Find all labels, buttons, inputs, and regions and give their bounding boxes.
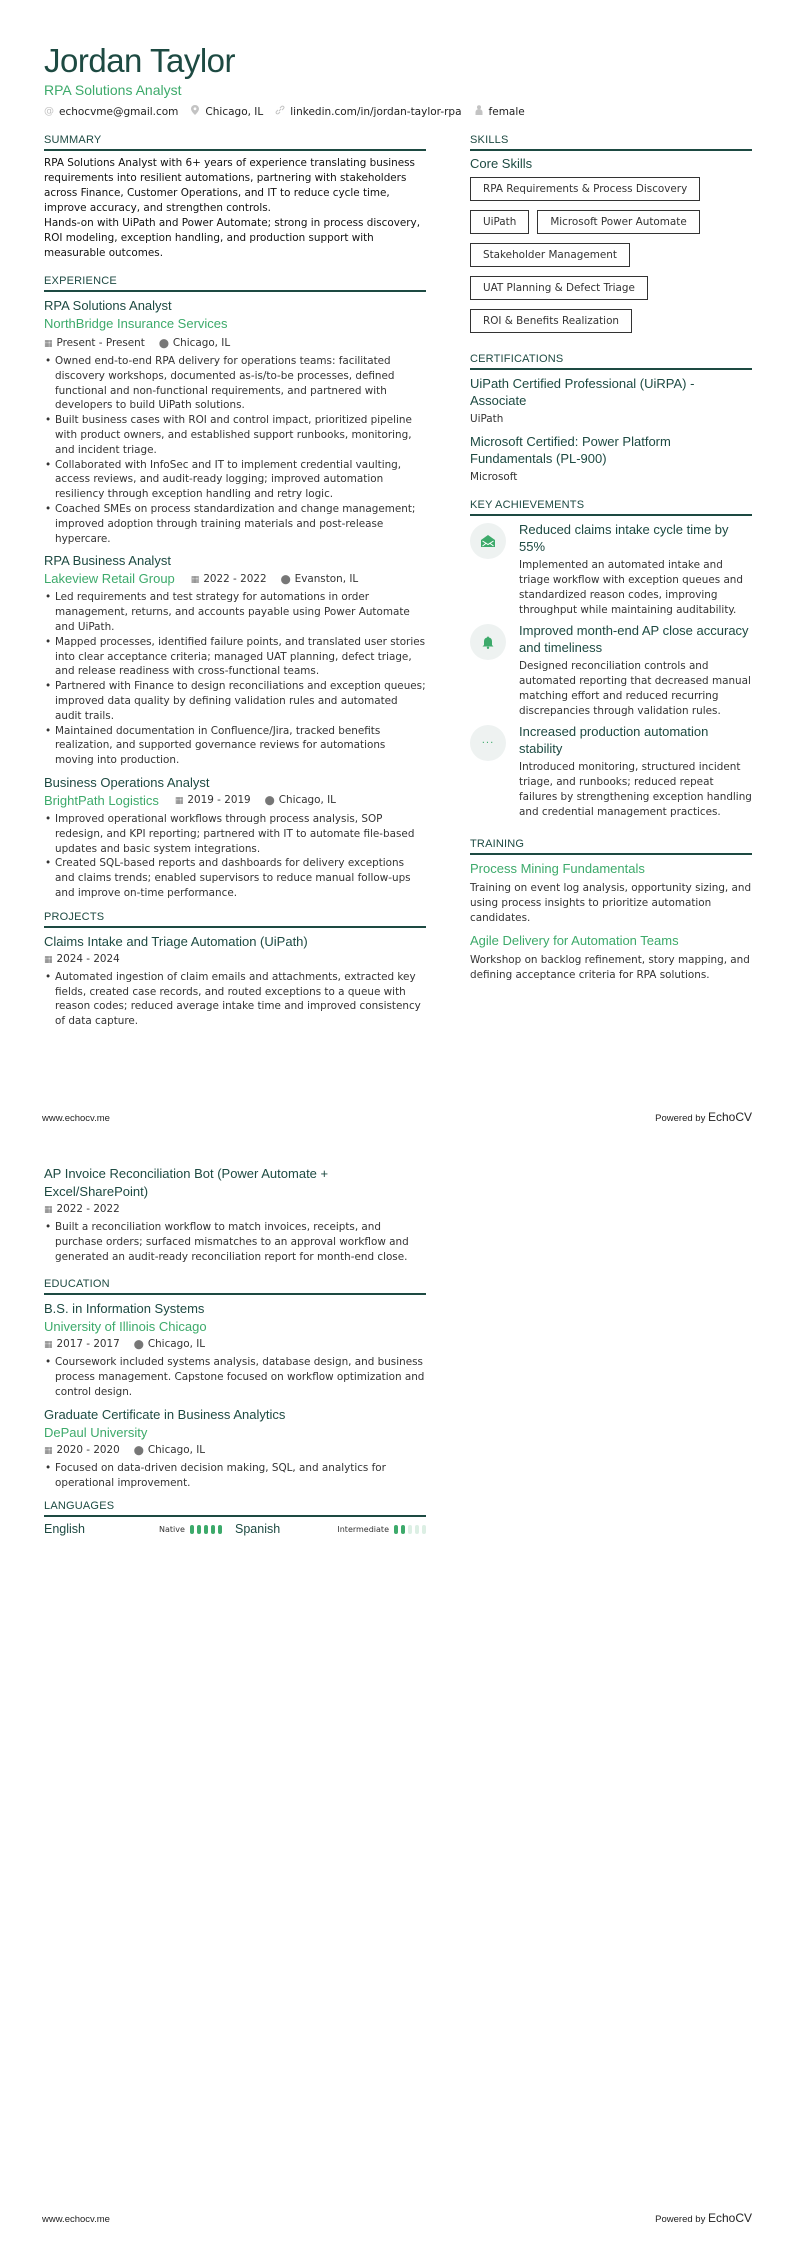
cert-issuer: UiPath — [470, 413, 504, 425]
training-section — [470, 838, 752, 983]
achievement-desc: Designed reconciliation controls and automated reporting that decreased manual matching effort and reduced recurring discrepancies through validation rules. — [519, 660, 751, 717]
job-location: Evanston, IL — [294, 572, 359, 585]
summary-paragraph: Hands-on with UiPath and Power Automate; strong in process discovery, ROI modeling, exception handling, and production support with measurable outcomes. — [44, 217, 420, 259]
at-icon: @ — [44, 106, 54, 117]
linkedin-text: linkedin.com/in/jordan-taylor-rpa — [290, 105, 462, 118]
section-heading: KEY ACHIEVEMENTS — [470, 499, 752, 516]
location-pin-icon: ⬤ — [264, 796, 275, 807]
contact-list — [44, 105, 525, 118]
skill-chip: RPA Requirements & Process Discovery — [470, 177, 700, 201]
bullet-item: • Focused on data-driven decision making, SQL, and analytics for operational improvement. — [44, 1461, 426, 1491]
training-name: Process Mining Fundamentals — [470, 861, 645, 876]
footer-powered-by — [655, 1110, 752, 1124]
summary-section — [44, 134, 426, 261]
education-location: Chicago, IL — [147, 1443, 206, 1456]
bullet-item: • Built a reconciliation workflow to match invoices, receipts, and purchase orders; surfaced mismatches to an approval workflow and generated an audit-ready reconciliation report for month-end close. — [44, 1220, 426, 1264]
achievement-desc: Introduced monitoring, structured incident triage, and runbooks; reduced repeat failures by strengthening exception handling and credential management practices. — [519, 761, 752, 818]
job-bullets — [44, 812, 426, 901]
powered-prefix: Powered by — [655, 2214, 706, 2225]
experience-entry — [44, 552, 426, 768]
calendar-icon: ▦ — [44, 954, 53, 965]
skill-chip: Microsoft Power Automate — [537, 210, 699, 234]
education-entry — [44, 1406, 426, 1491]
projects-section — [44, 911, 426, 1029]
ellipsis-icon: ··· — [470, 725, 506, 761]
cert-issuer: Microsoft — [470, 471, 518, 483]
contact-gender — [474, 105, 525, 118]
education-entry — [44, 1300, 426, 1399]
job-location: Chicago, IL — [278, 794, 336, 807]
project-bullets — [44, 970, 426, 1029]
bullet-item: • Coursework included systems analysis, database design, and business process management. Capstone focused on workflow optimization and control design. — [44, 1355, 426, 1399]
section-heading: EXPERIENCE — [44, 275, 426, 292]
achievement-title: Improved month-end AP close accuracy and timeliness — [519, 623, 749, 655]
certifications-section — [470, 353, 752, 485]
page-footer — [42, 2211, 752, 2225]
link-icon — [275, 105, 285, 118]
job-dates: 2022 - 2022 — [203, 572, 267, 585]
bullet-item: • Mapped processes, identified failure points, and translated user stories into clear acceptance criteria; managed UAT planning, defect triage, and release readiness with cross-functional teams. — [44, 635, 426, 679]
calendar-icon: ▦ — [44, 1205, 53, 1215]
section-heading: PROJECTS — [44, 911, 426, 928]
languages-section — [44, 1500, 426, 1536]
achievement-desc: Implemented an automated intake and triage workflow with exception queues and standardized reason codes, improving throughput while maintaining auditability. — [519, 559, 743, 616]
education-meta — [44, 1336, 426, 1353]
gender-text: female — [488, 105, 525, 118]
project-dates: 2024 - 2024 — [56, 952, 120, 965]
achievement-title: Reduced claims intake cycle time by 55% — [519, 522, 729, 554]
skill-chip: ROI & Benefits Realization — [470, 309, 632, 333]
section-heading: SKILLS — [470, 134, 752, 151]
job-location: Chicago, IL — [172, 337, 231, 349]
brand-name: EchoCV — [707, 2211, 752, 2225]
bullet-item: • Partnered with Finance to design reconciliations and exception queues; improved data quality by defining validation rules and automated audit trails. — [44, 679, 426, 723]
training-desc: Training on event log analysis, opportunity sizing, and using process insights to prioritize automation candidates. — [470, 882, 752, 924]
contact-linkedin[interactable] — [275, 105, 461, 118]
brand-name: EchoCV — [707, 1110, 752, 1124]
job-bullets — [44, 590, 426, 768]
language-level: Intermediate — [337, 1524, 389, 1534]
job-company-meta — [44, 570, 426, 588]
job-dates: Present - Present — [56, 337, 145, 349]
person-icon — [474, 105, 484, 118]
location-text: Chicago, IL — [205, 105, 264, 118]
resume-page-2 — [0, 1123, 794, 2246]
achievements-section — [470, 499, 752, 820]
training-name: Agile Delivery for Automation Teams — [470, 933, 679, 948]
location-pin-icon — [190, 105, 200, 118]
job-title: RPA Business Analyst — [44, 553, 171, 569]
job-meta — [44, 335, 426, 352]
achievement-item — [470, 622, 752, 719]
skills-section — [470, 134, 752, 333]
section-heading: EDUCATION — [44, 1278, 426, 1295]
proficiency-dots — [190, 1525, 222, 1534]
job-dates: 2019 - 2019 — [187, 794, 251, 807]
bullet-item: • Automated ingestion of claim emails and attachments, extracted key fields, created case records, and routed exceptions to a queue with reason codes; reduced average intake time and improved consistency of data capture. — [44, 970, 426, 1029]
section-heading: LANGUAGES — [44, 1500, 426, 1517]
location-pin-icon: ⬤ — [280, 574, 291, 585]
calendar-icon: ▦ — [44, 1340, 53, 1351]
email-text: echocvme@gmail.com — [59, 105, 179, 118]
left-column — [44, 134, 426, 1035]
proficiency-dots — [394, 1525, 426, 1534]
school-name: University of Illinois Chicago — [44, 1319, 207, 1335]
experience-section — [44, 275, 426, 901]
skill-group-title: Core Skills — [470, 156, 533, 171]
cert-name: UiPath Certified Professional (UiRPA) - Associate — [470, 376, 695, 408]
degree-name: Graduate Certificate in Business Analytics — [44, 1406, 286, 1422]
location-pin-icon: ⬤ — [133, 1340, 144, 1351]
language-item — [44, 1522, 235, 1536]
job-title: Business Operations Analyst — [44, 774, 210, 790]
contact-email[interactable] — [44, 106, 178, 118]
education-section — [44, 1278, 426, 1490]
footer-powered-by — [655, 2211, 752, 2225]
bullet-item: • Built business cases with ROI and control impact, prioritized pipeline with product owners, and established support runbooks, monitoring, and incident triage. — [44, 413, 426, 457]
calendar-icon: ▦ — [44, 339, 53, 349]
cert-name: Microsoft Certified: Power Platform Fundamentals (PL-900) — [470, 434, 671, 466]
project-title: Claims Intake and Triage Automation (UiPath) — [44, 933, 308, 949]
bullet-item: • Coached SMEs on process standardization and change management; improved adoption through training materials and post-release hypercare. — [44, 502, 426, 546]
skill-chips — [470, 177, 752, 333]
language-level: Native — [159, 1524, 185, 1534]
resume-header — [44, 42, 525, 118]
education-dates: 2020 - 2020 — [56, 1443, 120, 1456]
calendar-icon: ▦ — [174, 796, 184, 807]
footer-site-link[interactable]: www.echocv.me — [42, 2214, 110, 2225]
education-bullets — [44, 1355, 426, 1399]
candidate-title: RPA Solutions Analyst — [44, 82, 182, 98]
project-entry — [44, 1165, 426, 1264]
right-column — [470, 134, 752, 989]
powered-prefix: Powered by — [655, 1113, 706, 1124]
company-name: BrightPath Logistics — [44, 792, 159, 808]
language-item — [235, 1522, 426, 1536]
language-list — [44, 1522, 426, 1536]
location-pin-icon: ⬤ — [158, 339, 169, 349]
left-column — [44, 1165, 426, 1536]
skill-chip: UiPath — [470, 210, 529, 234]
calendar-icon: ▦ — [44, 1445, 53, 1456]
education-meta — [44, 1442, 426, 1459]
language-name: Spanish — [235, 1522, 281, 1537]
education-bullets — [44, 1461, 426, 1491]
training-desc: Workshop on backlog refinement, story mapping, and defining acceptance criteria for RPA solutions. — [470, 954, 750, 981]
degree-name: B.S. in Information Systems — [44, 1301, 205, 1317]
job-company-meta — [44, 792, 426, 810]
bullet-item: • Improved operational workflows through process analysis, SOP redesign, and KPI reporting; partnered with IT to automate file-based updates and basic system integrations. — [44, 812, 426, 856]
project-bullets — [44, 1220, 426, 1264]
project-dates: 2022 - 2022 — [56, 1203, 120, 1215]
experience-entry — [44, 297, 426, 546]
achievement-item — [470, 723, 752, 820]
project-title: AP Invoice Reconciliation Bot (Power Automate + Excel/SharePoint) — [44, 1166, 329, 1199]
section-heading: TRAINING — [470, 838, 752, 855]
job-meta — [175, 792, 336, 809]
section-heading: SUMMARY — [44, 134, 426, 151]
page-footer — [42, 1110, 752, 1124]
footer-site-link[interactable]: www.echocv.me — [42, 1113, 110, 1124]
calendar-icon: ▦ — [190, 574, 200, 585]
education-dates: 2017 - 2017 — [56, 1338, 120, 1351]
section-heading: CERTIFICATIONS — [470, 353, 752, 370]
job-title: RPA Solutions Analyst — [44, 298, 172, 313]
contact-location — [190, 105, 263, 118]
achievement-title: Increased production automation stability — [519, 724, 709, 756]
skill-chip: UAT Planning & Defect Triage — [470, 276, 648, 300]
location-pin-icon: ⬤ — [133, 1445, 144, 1456]
language-name: English — [44, 1522, 85, 1537]
project-entry — [44, 933, 426, 1029]
bullet-item: • Owned end-to-end RPA delivery for operations teams: facilitated discovery workshops, documented as-is/to-be processes, defined functional and non-functional requirements, and partnered with developers to build UiPath solutions. — [44, 354, 426, 413]
bullet-item: • Maintained documentation in Confluence/Jira, tracked benefits realization, and supported governance reviews for automations moving into production. — [44, 724, 426, 768]
bullet-item: • Led requirements and test strategy for automations in order management, returns, and accounts payable using Power Automate and UiPath. — [44, 590, 426, 634]
company-name: Lakeview Retail Group — [44, 571, 175, 587]
bullet-item: • Collaborated with InfoSec and IT to implement credential vaulting, access reviews, and audit-ready logging; improved automation resiliency through exception handling and retry logic. — [44, 458, 426, 502]
job-bullets — [44, 354, 426, 546]
education-location: Chicago, IL — [147, 1338, 206, 1351]
project-meta — [44, 951, 426, 968]
bell-icon — [470, 624, 506, 660]
bullet-item: • Created SQL-based reports and dashboards for delivery exceptions and claims trends; enabled supervisors to reduce manual follow-ups and improve on-time performance. — [44, 856, 426, 900]
experience-entry — [44, 774, 426, 901]
achievement-item — [470, 521, 752, 618]
school-name: DePaul University — [44, 1424, 148, 1440]
summary-paragraph: RPA Solutions Analyst with 6+ years of experience translating business requirements into resilient automations, partnering with stakeholders across Finance, Customer Operations, and IT to reduce cycle time, improve accuracy, and strengthen controls. — [44, 157, 415, 214]
envelope-icon — [470, 523, 506, 559]
candidate-name: Jordan Taylor — [44, 42, 236, 79]
company-name: NorthBridge Insurance Services — [44, 316, 228, 331]
job-meta — [191, 571, 358, 588]
skill-chip: Stakeholder Management — [470, 243, 630, 267]
project-meta — [44, 1201, 426, 1218]
